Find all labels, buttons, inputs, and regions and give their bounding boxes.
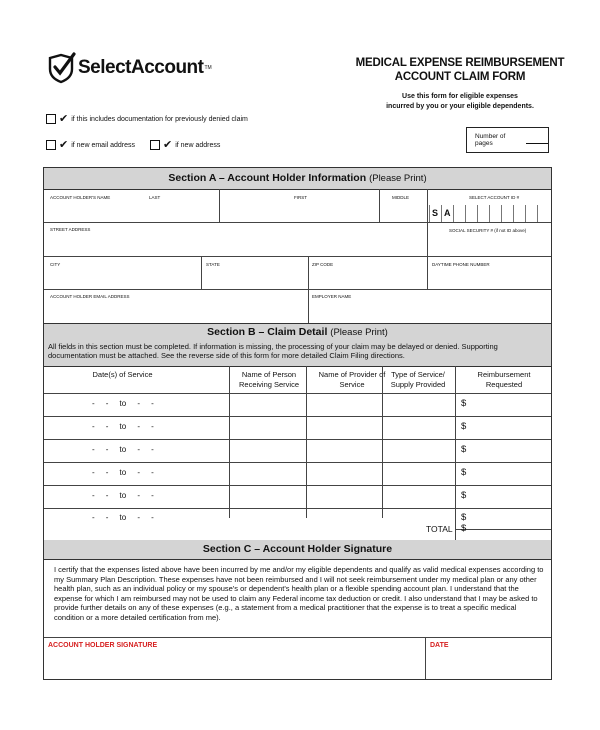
date-range-row-4[interactable]: - - to - -: [92, 468, 154, 477]
email-label: ACCOUNT HOLDER EMAIL ADDRESS: [50, 294, 130, 299]
employer-name-field[interactable]: [309, 290, 551, 323]
section-b-header: Section B – Claim Detail (Please Print): [44, 323, 551, 341]
amount-field-row-5[interactable]: $: [461, 490, 467, 501]
zip-code-field[interactable]: [309, 257, 427, 289]
amount-field-row-1[interactable]: $: [461, 398, 467, 409]
denied-claim-checkbox[interactable]: [46, 114, 56, 124]
number-of-pages-box[interactable]: [466, 127, 549, 153]
email-field[interactable]: [44, 290, 308, 323]
account-holder-name-label: ACCOUNT HOLDER'S NAME: [50, 195, 111, 200]
checkmark-icon: ✔: [59, 139, 69, 151]
middle-name-label: MIDDLE: [392, 195, 410, 200]
ssn-field[interactable]: [428, 223, 550, 255]
date-label: DATE: [430, 642, 449, 649]
brand-name: SelectAccount: [78, 57, 204, 78]
zip-code-label: ZIP CODE: [312, 262, 334, 267]
checkmark-icon: ✔: [59, 113, 69, 125]
city-label: CITY: [50, 262, 61, 267]
state-field[interactable]: [202, 257, 308, 289]
date-range-row-6[interactable]: - - to - -: [92, 513, 154, 522]
select-account-id-label: SELECT ACCOUNT ID #: [469, 195, 520, 200]
id-prefix-a: A: [444, 208, 451, 218]
date-range-row-5[interactable]: - - to - -: [92, 491, 154, 500]
date-range-row-3[interactable]: - - to - -: [92, 445, 154, 454]
date-range-row-1[interactable]: - - to - -: [92, 399, 154, 408]
ssn-label: SOCIAL SECURITY # (if not ID above): [449, 228, 527, 233]
form-title: MEDICAL EXPENSE REIMBURSEMENT ACCOUNT CLAIM FORM: [355, 57, 565, 83]
col-provider: Name of Provider of Service: [318, 370, 386, 389]
street-address-field[interactable]: [44, 223, 427, 255]
amount-field-row-3[interactable]: $: [461, 444, 467, 455]
new-address-option[interactable]: [150, 140, 220, 150]
total-label: TOTAL: [426, 524, 453, 534]
denied-claim-label: if this includes documentation for previously denied claim: [71, 115, 248, 123]
id-prefix-s: S: [432, 208, 439, 218]
amount-field-row-4[interactable]: $: [461, 467, 467, 478]
col-dates-of-service: Date(s) of Service: [92, 370, 153, 379]
amount-field-row-6[interactable]: $: [461, 512, 467, 523]
number-of-pages-field[interactable]: [526, 137, 548, 144]
state-label: STATE: [206, 262, 220, 267]
first-name-label: FIRST: [294, 195, 307, 200]
trademark: TM: [204, 65, 212, 71]
new-email-option[interactable]: [46, 140, 135, 150]
section-b-instructions: All fields in this section must be completed. If information is missing, the processing of your claim may be delayed or denied. Supporting documentation must be attached. See the reverse side of this form for more detailed Claim Filing directions.: [44, 340, 551, 367]
new-address-checkbox[interactable]: [150, 140, 160, 150]
last-name-label: LAST: [149, 195, 161, 200]
daytime-phone-label: DAYTIME PHONE NUMBER: [432, 262, 490, 267]
date-range-row-2[interactable]: - - to - -: [92, 422, 154, 431]
employer-name-label: EMPLOYER NAME: [312, 294, 352, 299]
denied-claim-option[interactable]: [46, 114, 248, 124]
total-amount-field[interactable]: $: [461, 523, 467, 534]
number-of-pages-label: Number of pages: [475, 133, 506, 147]
form-subtitle: Use this form for eligible expenses incurred by you or your eligible dependents.: [386, 93, 534, 110]
section-a-header: Section A – Account Holder Information (Please Print): [44, 168, 551, 190]
claim-form: [43, 167, 552, 680]
new-address-label: if new address: [175, 141, 221, 149]
certification-text: I certify that the expenses listed above have been incurred by me and/or my eligible dependents and qualify as valid medical expenses according to my Summary Plan Description. These expenses have not been reimbursed and I will not seek reimbursement under my medical plan or any other health plan, such as an individual policy or my spouse's or dependent's health plan or a flexible spending account plan. I understand that the expense for which I am reimbursed may not be used to claim any Federal income tax deduction or credit. I also understand that I may be asked to provide further details on any of these expenses (e.g., a statement from a medical practitioner that the expense is to treat a specific medical condition or a more detailed certification from me).: [54, 565, 544, 622]
date-field[interactable]: [426, 652, 550, 678]
name-field[interactable]: [44, 190, 427, 221]
col-reimbursement: Reimbursement Requested: [477, 370, 531, 389]
signature-label: ACCOUNT HOLDER SIGNATURE: [48, 642, 158, 649]
select-account-logo: [46, 50, 212, 86]
city-field[interactable]: [44, 257, 201, 289]
checkmark-icon: ✔: [163, 139, 173, 151]
signature-field[interactable]: [44, 652, 424, 678]
daytime-phone-field[interactable]: [428, 257, 550, 289]
amount-field-row-2[interactable]: $: [461, 421, 467, 432]
select-account-id-field[interactable]: [454, 205, 550, 222]
street-address-label: STREET ADDRESS: [50, 227, 91, 232]
col-person-receiving: Name of Person Receiving Service: [238, 370, 300, 389]
col-type-of-service: Type of Service/ Supply Provided: [390, 370, 446, 389]
check-shield-icon: [46, 52, 76, 84]
new-email-label: if new email address: [71, 141, 136, 149]
new-email-checkbox[interactable]: [46, 140, 56, 150]
section-c-header: Section C – Account Holder Signature: [44, 540, 551, 560]
